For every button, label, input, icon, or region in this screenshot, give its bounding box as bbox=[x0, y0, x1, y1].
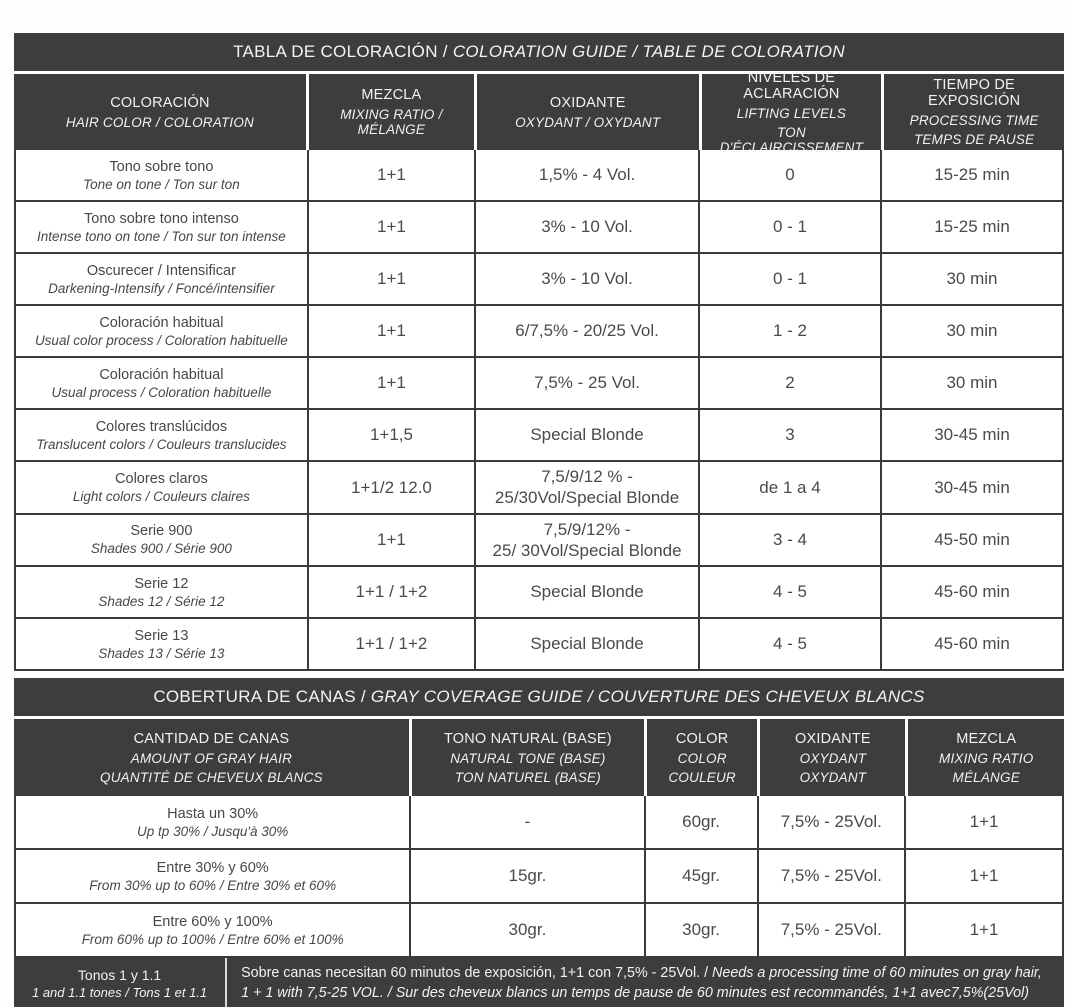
mezcla-value: 1+1 bbox=[377, 269, 406, 289]
footer-note-cell bbox=[227, 958, 1064, 1007]
gray-coverage-table-header-row bbox=[14, 719, 1064, 796]
color-value: 45gr. bbox=[682, 866, 720, 886]
column-header-line: TIEMPO DE EXPOSICIÓN bbox=[928, 77, 1021, 109]
table-row bbox=[16, 565, 1062, 617]
color-cell bbox=[644, 796, 757, 848]
title-regular-segment: COBERTURA DE CANAS / bbox=[153, 687, 371, 706]
niveles-cell bbox=[698, 462, 880, 513]
table-row bbox=[16, 513, 1062, 566]
column-header bbox=[14, 719, 409, 796]
column-header-line: OXIDANTE bbox=[549, 94, 626, 111]
oxidante-value: 7,5% - 25Vol. bbox=[780, 812, 882, 832]
row-label-i18n: From 30% up to 60% / Entre 30% et 60% bbox=[89, 877, 337, 893]
mezcla-value: 1+1 bbox=[377, 217, 406, 237]
column-header-line: AMOUNT OF GRAY HAIR bbox=[130, 750, 293, 766]
oxidante-value-line: 7,5/9/12% - bbox=[543, 519, 631, 539]
column-header-line: PROCESSING TIME bbox=[909, 113, 1039, 128]
column-header-line: COULEUR bbox=[668, 769, 736, 785]
row-label: Entre 60% y 100% bbox=[152, 913, 273, 930]
row-label-cell bbox=[16, 796, 409, 848]
column-header-line: QUANTITÉ DE CHEVEUX BLANCS bbox=[100, 769, 323, 785]
niveles-value: 4 - 5 bbox=[772, 634, 807, 654]
row-label-cell bbox=[16, 150, 307, 200]
mezcla-value: 1+1 bbox=[377, 373, 406, 393]
table-row bbox=[16, 408, 1062, 460]
mezcla-cell bbox=[904, 796, 1062, 848]
column-header-line: TONO NATURAL (BASE) bbox=[443, 730, 612, 747]
column-header-line: COLOR bbox=[675, 730, 729, 747]
row-label: Tono sobre tono intenso bbox=[84, 210, 239, 227]
tono-cell bbox=[409, 904, 643, 956]
oxidante-cell bbox=[474, 462, 698, 513]
niveles-value: 4 - 5 bbox=[772, 582, 807, 602]
mezcla-value: 1+1 bbox=[377, 530, 406, 550]
row-label-cell bbox=[16, 515, 307, 566]
row-label: Coloración habitual bbox=[99, 366, 224, 383]
column-header-line: HAIR COLOR / COLORATION bbox=[65, 114, 254, 130]
row-label-i18n: From 60% up to 100% / Entre 60% et 100% bbox=[81, 931, 344, 947]
table-row bbox=[16, 356, 1062, 408]
oxidante-cell bbox=[474, 567, 698, 617]
mezcla-cell bbox=[307, 619, 474, 669]
tono-cell bbox=[409, 796, 643, 848]
row-label: Hasta un 30% bbox=[167, 805, 259, 822]
niveles-cell bbox=[698, 202, 880, 252]
coloration-table-header-row bbox=[14, 69, 1064, 155]
table-row bbox=[16, 902, 1062, 956]
table-row bbox=[16, 200, 1062, 252]
tiempo-cell bbox=[880, 515, 1062, 566]
niveles-value: 0 bbox=[785, 165, 795, 185]
column-header bbox=[881, 74, 1064, 150]
row-label: Serie 13 bbox=[134, 627, 189, 644]
column-header bbox=[699, 69, 882, 155]
niveles-value: 3 - 4 bbox=[772, 530, 807, 550]
column-header-line: TON D'ÉCLAIRCISSEMENT bbox=[719, 124, 864, 155]
row-label-i18n: Usual process / Coloration habituelle bbox=[51, 384, 272, 400]
tiempo-value: 30 min bbox=[946, 321, 998, 341]
row-label-cell bbox=[16, 850, 409, 902]
column-header-line: OXYDANT bbox=[799, 769, 867, 785]
row-label-i18n: Up tp 30% / Jusqu'à 30% bbox=[137, 823, 289, 839]
footer-tones-label: Tonos 1 y 1.1 bbox=[77, 966, 162, 983]
oxidante-value: Special Blonde bbox=[530, 634, 644, 654]
niveles-cell bbox=[698, 515, 880, 566]
color-value: 30gr. bbox=[682, 920, 720, 940]
column-header-line: NATURAL TONE (BASE) bbox=[450, 750, 606, 766]
tono-value: 15gr. bbox=[508, 866, 547, 886]
oxidante-value-line: 25/30Vol/Special Blonde bbox=[494, 488, 680, 508]
oxidante-value: 3% - 10 Vol. bbox=[541, 269, 633, 289]
tiempo-value: 30-45 min bbox=[934, 425, 1010, 445]
column-header-line: MIXING RATIO / MÉLANGE bbox=[340, 107, 443, 137]
oxidante-value: Special Blonde bbox=[530, 425, 644, 445]
table-row bbox=[16, 460, 1062, 513]
mezcla-value: 1+1 bbox=[377, 321, 406, 341]
tono-value: 30gr. bbox=[508, 920, 547, 940]
niveles-cell bbox=[698, 358, 880, 408]
niveles-cell bbox=[698, 150, 880, 200]
row-label-i18n: Usual color process / Coloration habituelle bbox=[34, 332, 288, 348]
tiempo-cell bbox=[880, 567, 1062, 617]
title-italic-segment: COLORATION GUIDE / TABLE DE COLORATION bbox=[452, 42, 845, 61]
row-label: Serie 12 bbox=[134, 575, 189, 592]
column-header-line: CANTIDAD DE CANAS bbox=[133, 730, 290, 747]
row-label-cell bbox=[16, 462, 307, 513]
oxidante-cell bbox=[757, 904, 904, 956]
footer-note-text bbox=[241, 963, 1050, 1003]
mezcla-cell bbox=[307, 150, 474, 200]
row-label: Entre 30% y 60% bbox=[156, 859, 269, 876]
column-header bbox=[409, 719, 644, 796]
tiempo-cell bbox=[880, 254, 1062, 304]
column-header-line: NIVELES DE ACLARACIÓN bbox=[743, 69, 840, 102]
oxidante-value: Special Blonde bbox=[530, 582, 644, 602]
row-label-cell bbox=[16, 202, 307, 252]
oxidante-cell bbox=[474, 202, 698, 252]
column-header-line: TON NATUREL (BASE) bbox=[454, 769, 601, 785]
mezcla-cell bbox=[307, 567, 474, 617]
tiempo-value: 30 min bbox=[946, 373, 998, 393]
row-label: Colores translúcidos bbox=[95, 418, 228, 435]
coloration-table bbox=[14, 33, 1064, 671]
column-header-line: TEMPS DE PAUSE bbox=[913, 132, 1035, 147]
gray-coverage-table-title bbox=[14, 678, 1064, 716]
column-header bbox=[474, 74, 699, 150]
mezcla-cell bbox=[307, 202, 474, 252]
oxidante-cell bbox=[474, 306, 698, 356]
tiempo-cell bbox=[880, 358, 1062, 408]
oxidante-value: 7,5% - 25 Vol. bbox=[534, 373, 640, 393]
tiempo-value: 15-25 min bbox=[934, 165, 1010, 185]
mezcla-cell bbox=[307, 410, 474, 460]
tiempo-value: 45-60 min bbox=[934, 634, 1010, 654]
row-label-i18n: Shades 12 / Série 12 bbox=[98, 593, 225, 609]
column-header-line: MEZCLA bbox=[956, 730, 1017, 747]
column-header-line: COLOR bbox=[677, 750, 727, 766]
oxidante-value: 1,5% - 4 Vol. bbox=[538, 165, 636, 185]
row-label-i18n: Translucent colors / Couleurs translucides bbox=[36, 436, 287, 452]
tono-value: - bbox=[524, 812, 531, 832]
gray-coverage-table bbox=[14, 678, 1064, 1007]
oxidante-cell bbox=[757, 796, 904, 848]
color-value: 60gr. bbox=[682, 812, 720, 832]
column-header-line: MÉLANGE bbox=[952, 769, 1020, 785]
row-label: Colores claros bbox=[115, 470, 208, 487]
column-header bbox=[905, 719, 1064, 796]
coloration-table-body bbox=[14, 150, 1064, 671]
column-header bbox=[306, 74, 474, 150]
niveles-value: de 1 a 4 bbox=[759, 477, 821, 497]
title-italic-segment: GRAY COVERAGE GUIDE / COUVERTURE DES CHEVEUX BLANCS bbox=[370, 687, 925, 706]
tiempo-cell bbox=[880, 306, 1062, 356]
row-label-i18n: Darkening-Intensify / Foncé/intensifier bbox=[48, 280, 275, 296]
row-label: Coloración habitual bbox=[99, 314, 224, 331]
table-row bbox=[16, 796, 1062, 848]
color-cell bbox=[644, 904, 757, 956]
row-label-i18n: Light colors / Couleurs claires bbox=[72, 488, 250, 504]
tono-cell bbox=[409, 850, 643, 902]
footer-note-regular: Sobre canas necesitan 60 minutos de exposición, 1+1 con 7,5% - 25Vol. / bbox=[241, 965, 713, 981]
mezcla-value: 1+1 / 1+2 bbox=[355, 634, 428, 654]
row-label-cell bbox=[16, 410, 307, 460]
row-label: Serie 900 bbox=[130, 523, 193, 540]
table-row bbox=[16, 150, 1062, 200]
mezcla-cell bbox=[307, 515, 474, 566]
column-header-line: OXIDANTE bbox=[795, 730, 871, 747]
row-label-cell bbox=[16, 306, 307, 356]
niveles-cell bbox=[698, 619, 880, 669]
footer-tones-label-i18n: 1 and 1.1 tones / Tons 1 et 1.1 bbox=[31, 984, 208, 1000]
tiempo-value: 30 min bbox=[946, 269, 998, 289]
column-header-line: COLORACIÓN bbox=[110, 94, 210, 111]
tiempo-cell bbox=[880, 202, 1062, 252]
niveles-cell bbox=[698, 306, 880, 356]
mezcla-cell bbox=[307, 254, 474, 304]
oxidante-cell bbox=[757, 850, 904, 902]
mezcla-cell bbox=[307, 358, 474, 408]
row-label: Oscurecer / Intensificar bbox=[86, 262, 236, 279]
column-header-line: MIXING RATIO bbox=[939, 750, 1034, 766]
oxidante-cell bbox=[474, 358, 698, 408]
column-header-line: LIFTING LEVELS bbox=[736, 105, 847, 121]
table-row bbox=[16, 848, 1062, 902]
footer-note-italic: Needs a processing time of 60 minutes on gray hair, 1 + 1 with 7,5-25 VOL. / Sur des cheveux blancs un temps de pause de 60 minutes est recommandés, 1+1 avec7,5%(25Vol) bbox=[241, 965, 1042, 1002]
tiempo-cell bbox=[880, 619, 1062, 669]
mezcla-cell bbox=[904, 904, 1062, 956]
niveles-value: 3 bbox=[785, 425, 795, 445]
mezcla-value: 1+1 / 1+2 bbox=[355, 582, 428, 602]
footer-tones-cell bbox=[14, 958, 227, 1007]
column-header bbox=[757, 719, 905, 796]
gray-coverage-table-body bbox=[14, 796, 1064, 958]
mezcla-value: 1+1 bbox=[969, 812, 999, 832]
row-label-i18n: Tone on tone / Ton sur ton bbox=[83, 176, 240, 192]
tiempo-cell bbox=[880, 410, 1062, 460]
mezcla-value: 1+1 bbox=[969, 866, 999, 886]
gray-coverage-footer bbox=[14, 958, 1064, 1007]
niveles-value: 0 - 1 bbox=[772, 269, 807, 289]
column-header bbox=[14, 74, 306, 150]
mezcla-cell bbox=[307, 462, 474, 513]
title-regular-segment: TABLA DE COLORACIÓN / bbox=[233, 42, 453, 61]
coloration-table-title bbox=[14, 33, 1064, 71]
tiempo-value: 45-60 min bbox=[934, 582, 1010, 602]
table-row bbox=[16, 252, 1062, 304]
column-header-line: MEZCLA bbox=[361, 87, 422, 103]
mezcla-value: 1+1 bbox=[377, 165, 406, 185]
oxidante-cell bbox=[474, 410, 698, 460]
row-label-i18n: Intense tono on tone / Ton sur ton intense bbox=[37, 228, 286, 244]
row-label-i18n: Shades 900 / Série 900 bbox=[90, 541, 232, 557]
oxidante-cell bbox=[474, 150, 698, 200]
column-header bbox=[644, 719, 757, 796]
oxidante-cell bbox=[474, 619, 698, 669]
mezcla-value: 1+1 bbox=[969, 920, 999, 940]
niveles-cell bbox=[698, 254, 880, 304]
oxidante-value: 7,5% - 25Vol. bbox=[780, 866, 882, 886]
tiempo-value: 15-25 min bbox=[934, 217, 1010, 237]
tiempo-value: 45-50 min bbox=[934, 530, 1010, 550]
mezcla-cell bbox=[904, 850, 1062, 902]
oxidante-cell bbox=[474, 515, 698, 566]
column-header-line: OXYDANT bbox=[799, 750, 867, 766]
row-label-i18n: Shades 13 / Série 13 bbox=[98, 645, 225, 661]
row-label-cell bbox=[16, 254, 307, 304]
tiempo-cell bbox=[880, 150, 1062, 200]
row-label-cell bbox=[16, 904, 409, 956]
color-cell bbox=[644, 850, 757, 902]
oxidante-cell bbox=[474, 254, 698, 304]
tiempo-cell bbox=[880, 462, 1062, 513]
mezcla-value: 1+1/2 12.0 bbox=[351, 477, 432, 497]
row-label: Tono sobre tono bbox=[109, 158, 214, 175]
niveles-cell bbox=[698, 567, 880, 617]
oxidante-value: 6/7,5% - 20/25 Vol. bbox=[515, 321, 659, 341]
niveles-value: 2 bbox=[785, 373, 795, 393]
mezcla-cell bbox=[307, 306, 474, 356]
niveles-cell bbox=[698, 410, 880, 460]
oxidante-value-line: 7,5/9/12 % - bbox=[541, 467, 633, 486]
mezcla-value: 1+1,5 bbox=[369, 425, 413, 445]
row-label-cell bbox=[16, 567, 307, 617]
niveles-value: 0 - 1 bbox=[772, 217, 807, 237]
table-row bbox=[16, 617, 1062, 669]
oxidante-value: 3% - 10 Vol. bbox=[541, 217, 633, 237]
table-row bbox=[16, 304, 1062, 356]
oxidante-value: 7,5% - 25Vol. bbox=[780, 920, 882, 940]
tiempo-value: 30-45 min bbox=[934, 477, 1010, 497]
oxidante-value-line: 25/ 30Vol/Special Blonde bbox=[492, 540, 682, 560]
row-label-cell bbox=[16, 619, 307, 669]
row-label-cell bbox=[16, 358, 307, 408]
niveles-value: 1 - 2 bbox=[772, 321, 807, 341]
column-header-line: OXYDANT / OXYDANT bbox=[515, 114, 661, 130]
